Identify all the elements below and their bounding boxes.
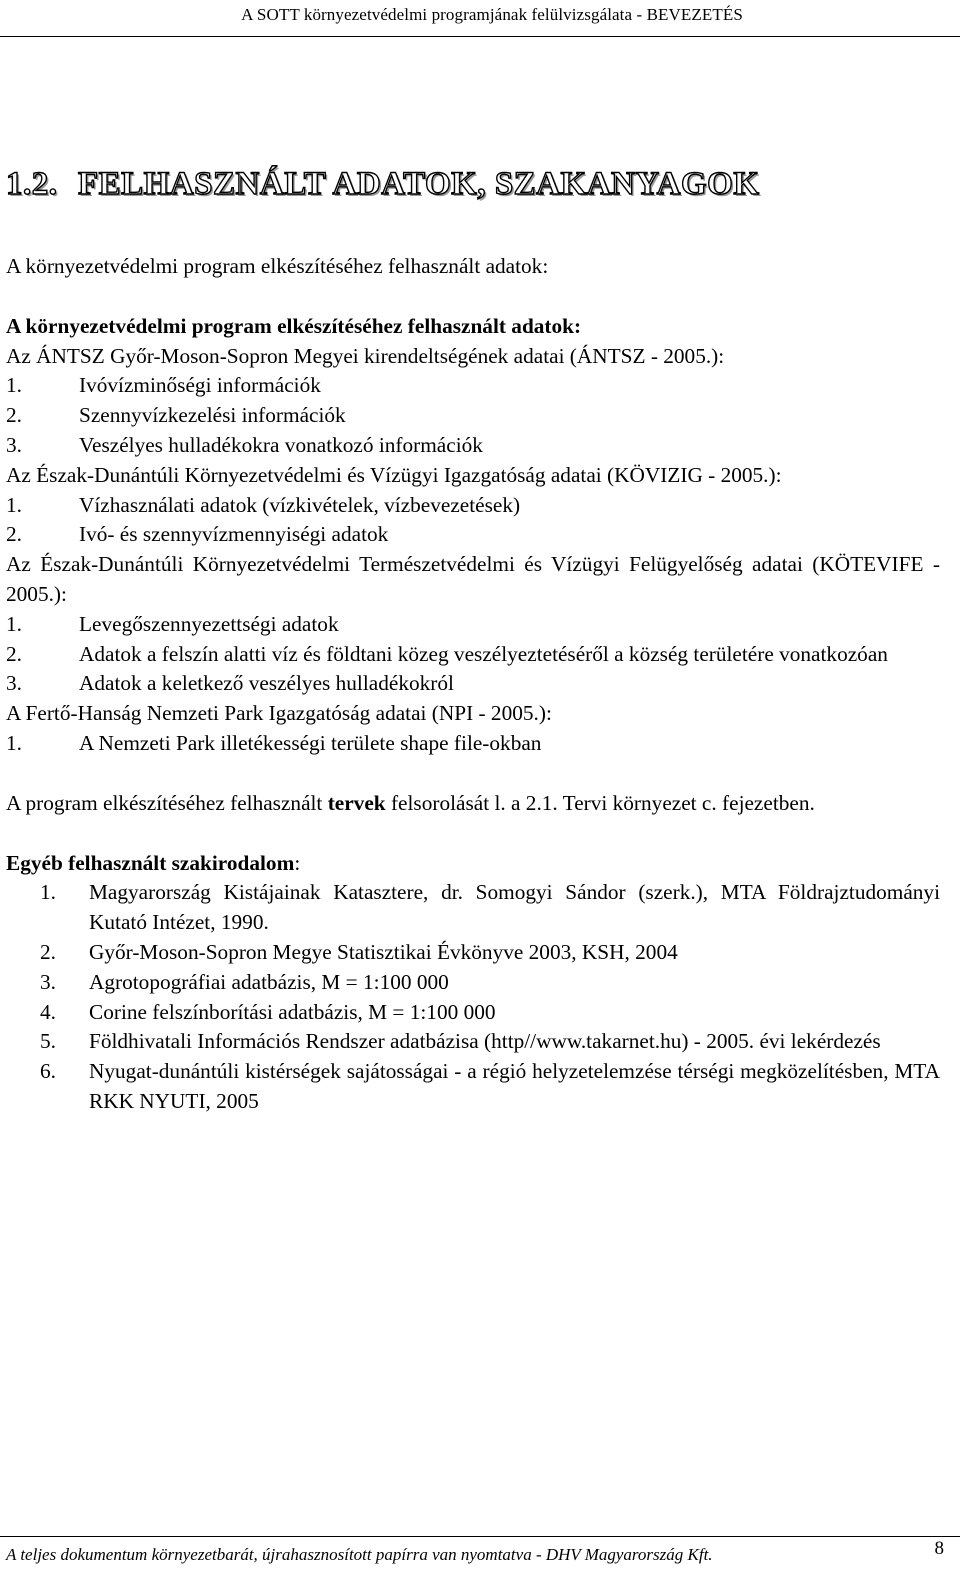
list-text: Szennyvízkezelési információk [79,403,346,428]
list-text: Földhivatali Információs Rendszer adatbázisa (http//www.takarnet.hu) - 2005. évi lekérdezés [89,1029,881,1054]
plans-text-after: felsorolását l. a 2.1. Tervi környezet c. fejezetben. [385,790,815,815]
list-number: 3. [40,969,56,994]
list-item [6,371,940,401]
list-number: 1. [6,492,22,517]
section-title [6,164,760,204]
list-number: 3. [6,671,22,696]
source-heading: Az Észak-Dunántúli Környezetvédelmi és Vízügyi Igazgatóság adatai (KÖVIZIG - 2005.): [6,462,782,487]
section-number: 1.2. [6,166,58,202]
literature-list [6,878,940,1116]
list-text: Adatok a felszín alatti víz és földtani közeg veszélyeztetéséről a község területére vonatkozóan [79,641,888,666]
list-text: A Nemzeti Park illetékességi területe shape file-okban [79,730,542,755]
running-header-text: A SOTT környezetvédelmi programjának felülvizsgálata - BEVEZETÉS [241,5,743,24]
list-item [6,998,940,1028]
section-title-text: FELHASZNÁLT ADATOK, SZAKANYAGOK [78,166,760,202]
page-number: 8 [934,1538,944,1559]
list-number: 1. [6,730,22,755]
intro-bold-paragraph: A környezetvédelmi program elkészítéséhez felhasznált adatok: [6,313,582,338]
literature-heading [6,849,940,879]
list-number: 3. [6,432,22,457]
source-heading: A Fertő-Hanság Nemzeti Park Igazgatóság adatai (NPI - 2005.): [6,701,552,726]
list-text: Corine felszínborítási adatbázis, M = 1:100 000 [89,999,496,1024]
footer-divider [0,1536,960,1537]
list-item [6,610,940,640]
list-item [6,1027,940,1057]
list-item [6,968,940,998]
list-item [6,491,940,521]
list-number: 2. [6,403,22,428]
list-text: Ivó- és szennyvízmennyiségi adatok [79,522,389,547]
plans-text-before: A program elkészítéséhez felhasznált [6,790,328,815]
list-number: 6. [40,1059,56,1084]
list-text: Ivóvízminőségi információk [79,373,321,398]
list-number: 1. [40,880,56,905]
list-item [6,938,940,968]
list-number: 2. [6,641,22,666]
document-body [6,252,940,1117]
source-npi [6,699,940,759]
list-item [6,401,940,431]
list-number: 1. [6,611,22,636]
footer-text: A teljes dokumentum környezetbarát, újrahasznosított papírra van nyomtatva - DHV Magyarország Kft. [6,1545,713,1564]
list-text: Veszélyes hulladékokra vonatkozó információk [79,432,483,457]
source-heading: Az Észak-Dunántúli Környezetvédelmi Természetvédelmi és Vízügyi Felügyelőség adatai (KÖTEVIFE - 2005.): [6,552,940,606]
list-item [6,520,940,550]
list-item [6,729,940,759]
list-item [6,1057,940,1117]
literature-heading-colon: : [294,850,301,875]
source-heading: Az ÁNTSZ Győr-Moson-Sopron Megyei kirendeltségének adatai (ÁNTSZ - 2005.): [6,343,725,368]
list-number: 2. [40,939,56,964]
running-header [0,0,960,37]
list-text: Nyugat-dunántúli kistérségek sajátosságai - a régió helyzetelemzése térségi megközelítésben, MTA RKK NYUTI, 2005 [89,1059,940,1113]
plans-text-bold: tervek [327,790,386,815]
page-footer [6,1542,956,1568]
literature-heading-text: Egyéb felhasznált szakirodalom [6,850,295,875]
list-number: 4. [40,999,56,1024]
source-kotevife [6,550,940,699]
source-kovizig [6,461,940,550]
list-item [6,640,940,670]
list-number: 5. [40,1029,56,1054]
list-number: 1. [6,373,22,398]
plans-paragraph [6,789,940,819]
list-item [6,878,940,938]
list-text: Győr-Moson-Sopron Megye Statisztikai Évkönyve 2003, KSH, 2004 [89,939,678,964]
list-text: Levegőszennyezettségi adatok [79,611,339,636]
source-antsz [6,342,940,461]
list-text: Adatok a keletkező veszélyes hulladékokról [79,671,454,696]
list-number: 2. [6,522,22,547]
list-text: Agrotopográfiai adatbázis, M = 1:100 000 [89,969,449,994]
intro-paragraph: A környezetvédelmi program elkészítéséhez felhasznált adatok: [6,254,549,278]
list-item [6,431,940,461]
list-text: Vízhasználati adatok (vízkivételek, vízbevezetések) [79,492,521,517]
list-text: Magyarország Kistájainak Katasztere, dr. Somogyi Sándor (szerk.), MTA Földrajztudományi Kutató Intézet, 1990. [89,880,940,935]
list-item [6,669,940,699]
